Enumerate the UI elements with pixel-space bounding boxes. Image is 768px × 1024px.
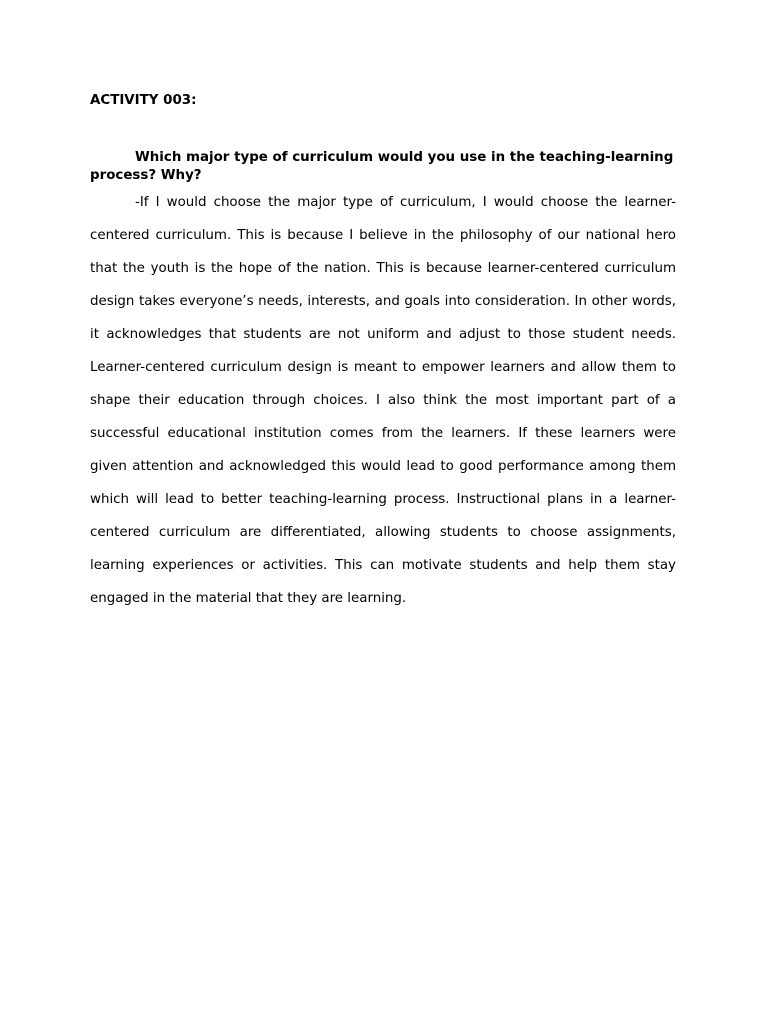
activity-heading: ACTIVITY 003: xyxy=(90,93,197,108)
answer-paragraph: -If I would choose the major type of curriculum, I would choose the learner-centered curriculum. This is because I believe in the philosophy of our national hero that the youth is the hope of the nation. This is because learner-centered curriculum design takes everyone’s needs, interests, and goals into consideration. In other words, it acknowledges that students are not uniform and adjust to those student needs. Learner-centered curriculum design is meant to empower learners and allow them to shape their education through choices. I also think the most important part of a successful educational institution comes from the learners. If these learners were given attention and acknowledged this would lead to good performance among them which will lead to better teaching-learning process. Instructional plans in a learner-centered curriculum are differentiated, allowing students to choose assignments, learning experiences or activities. This can motivate students and help them stay engaged in the material that they are learning. xyxy=(90,195,676,606)
question-text: Which major type of curriculum would you use in the teaching-learning process? Why? xyxy=(90,150,674,183)
